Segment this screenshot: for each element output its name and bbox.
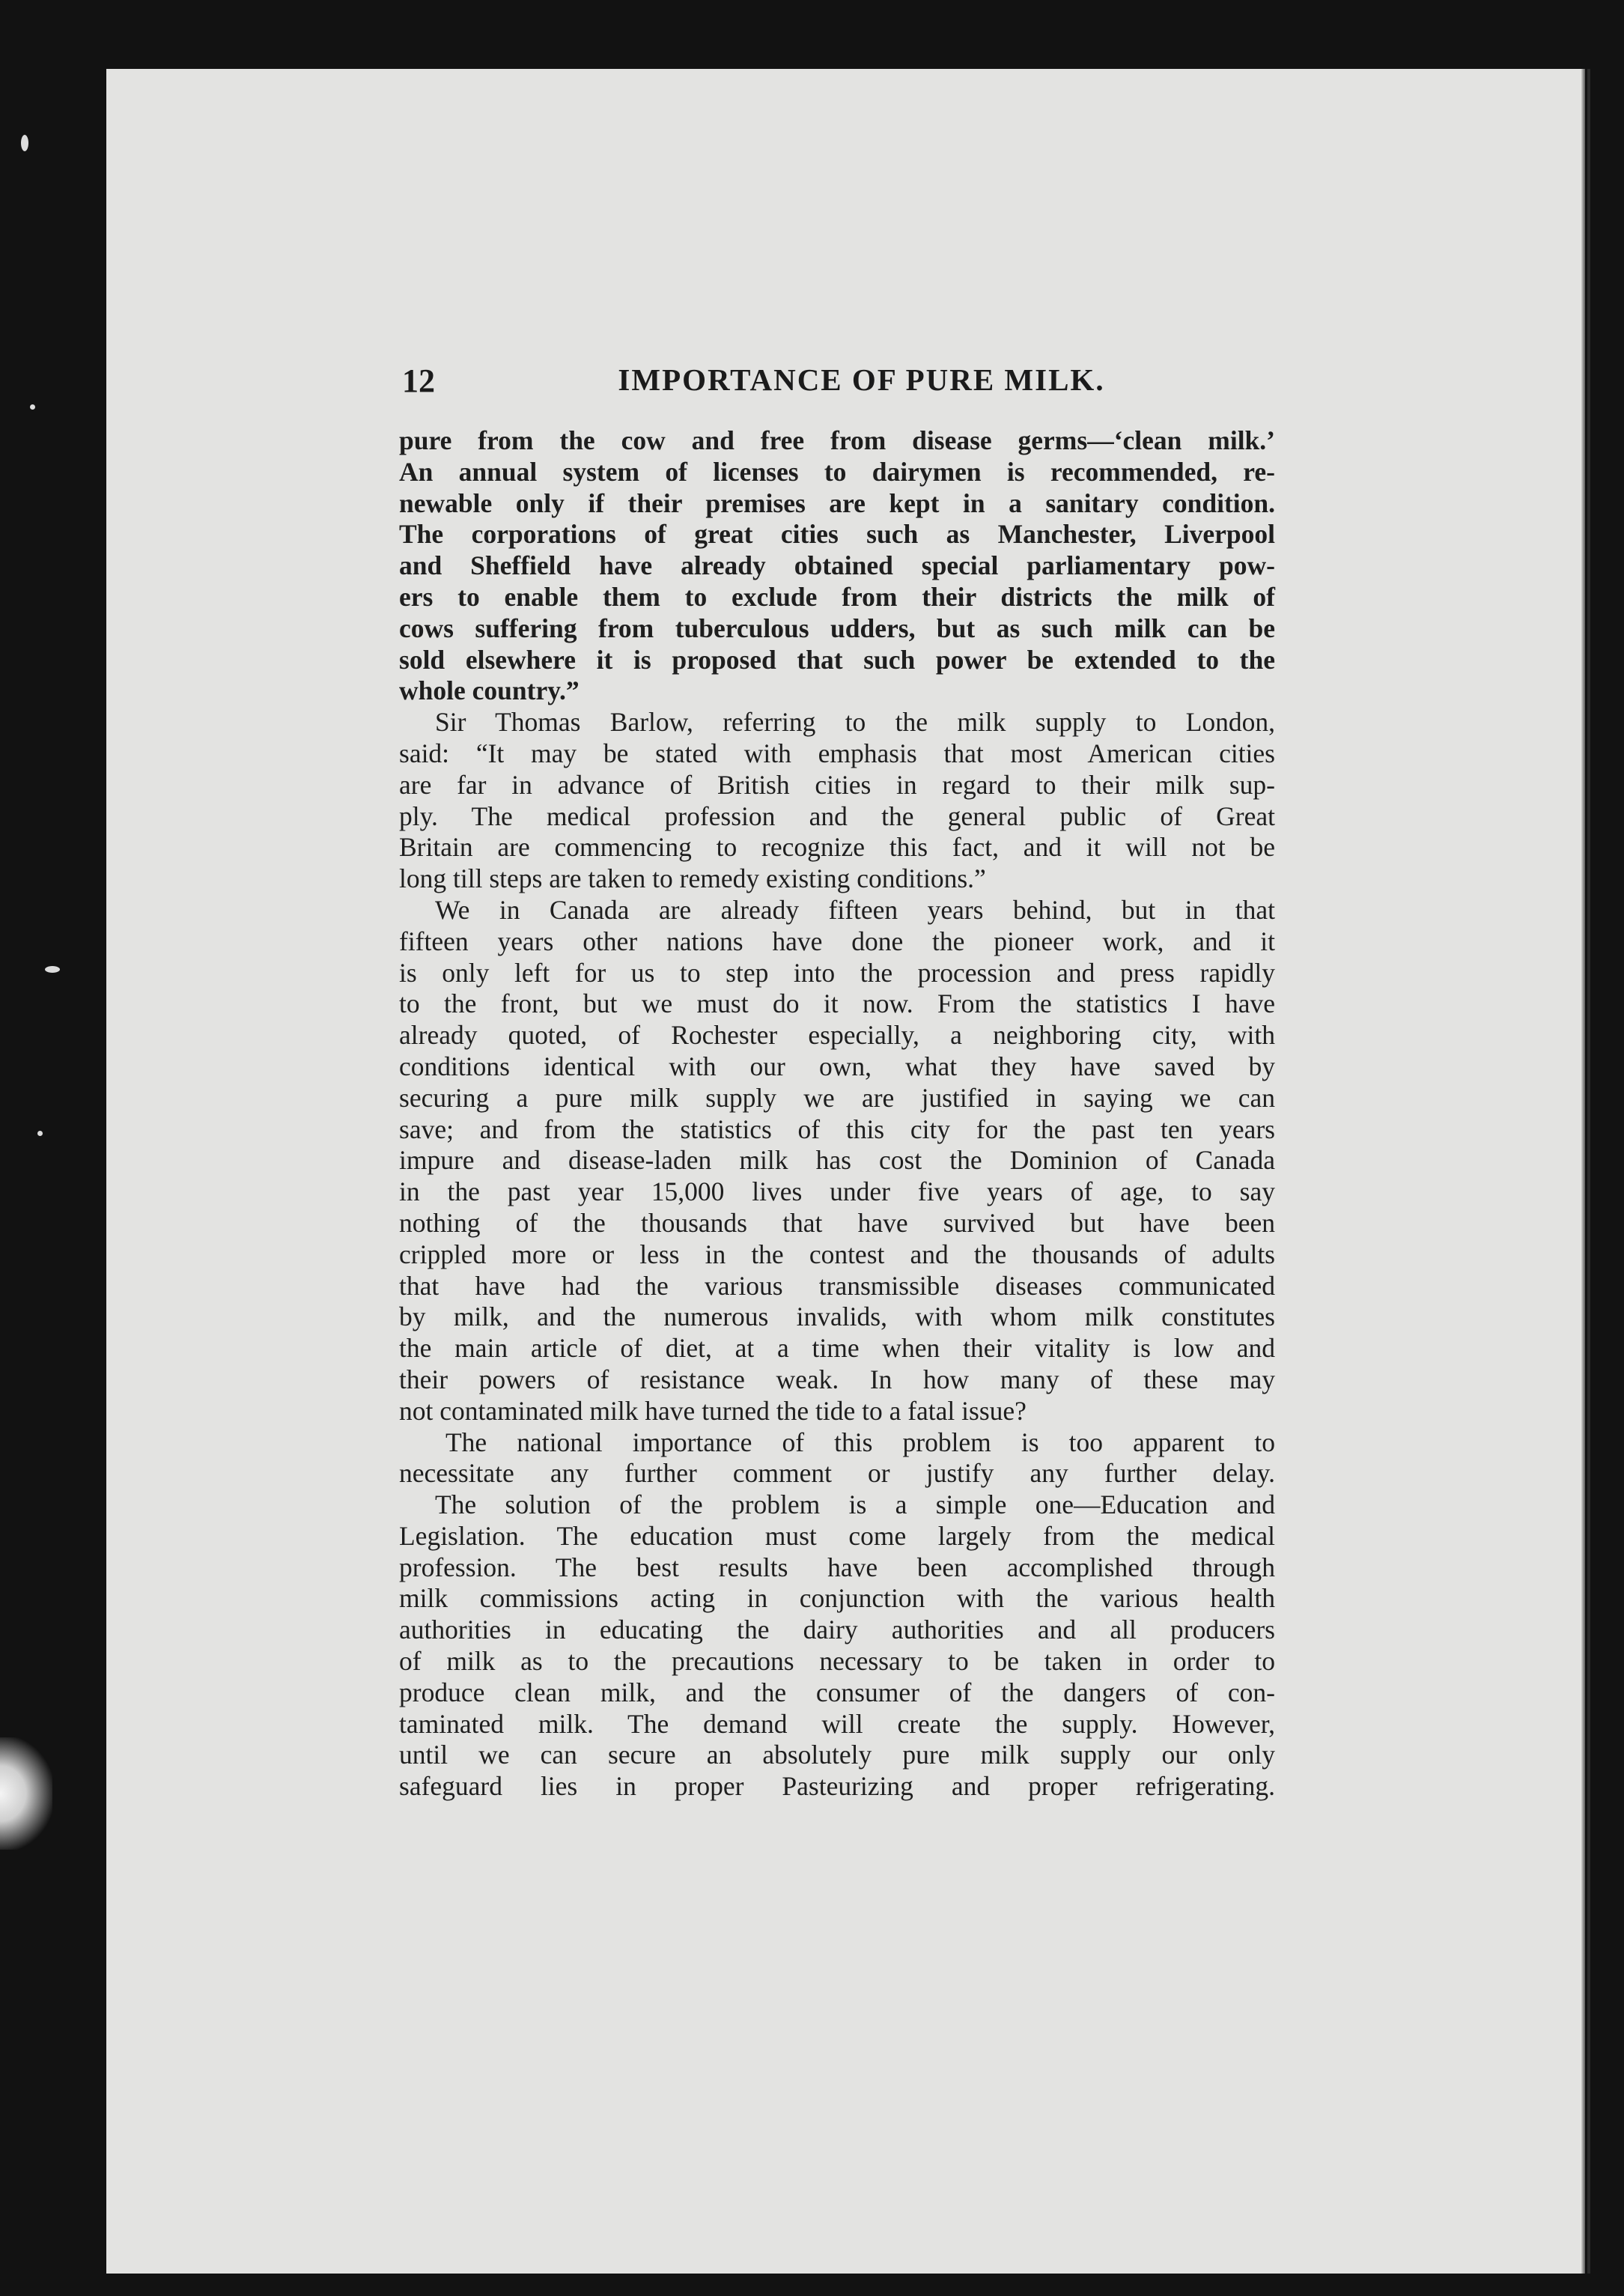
scan-speck: [37, 1131, 43, 1136]
scan-speck: [30, 404, 35, 410]
text-line: long till steps are taken to remedy existing conditions.”: [399, 863, 986, 894]
text-line: to the front, but we must do it now. From the statistics I have: [399, 988, 1275, 1019]
text-line: in the past year 15,000 lives under five years of age, to say: [399, 1176, 1275, 1207]
scan-glare: [0, 1737, 52, 1850]
text-line: by milk, and the numerous invalids, with whom milk constitutes: [399, 1302, 1275, 1332]
text-line: newable only if their premises are kept in a sanitary condition.: [399, 488, 1275, 518]
text-line: The national importance of this problem is too apparent to: [445, 1427, 1275, 1457]
text-line: safeguard lies in proper Pasteurizing and proper refrigerating.: [399, 1771, 1275, 1802]
text-line: are far in advance of British cities in regard to their milk sup-: [399, 769, 1275, 800]
scan-speck: [21, 135, 28, 151]
text-line: authorities in educating the dairy authorities and all producers: [399, 1615, 1275, 1645]
text-line: save; and from the statistics of this city for the past ten years: [399, 1114, 1275, 1144]
text-line: Sir Thomas Barlow, referring to the milk supply to London,: [435, 707, 1275, 738]
text-line: until we can secure an absolutely pure milk supply our only: [399, 1740, 1275, 1770]
text-line: pure from the cow and free from disease germs—‘clean milk.’: [399, 425, 1275, 455]
paragraph: [399, 425, 1275, 707]
text-line: Legislation. The education must come largely from the medical: [399, 1520, 1275, 1551]
text-line: Britain are commencing to recognize this fact, and it will not be: [399, 832, 1275, 863]
paragraph: [399, 707, 1275, 895]
scan-speck: [45, 966, 60, 973]
body-text: [399, 425, 1275, 1803]
text-line: produce clean milk, and the consumer of the dangers of con-: [399, 1677, 1275, 1707]
text-line: taminated milk. The demand will create the supply. However,: [399, 1708, 1275, 1739]
text-line: impure and disease-laden milk has cost the Dominion of Canada: [399, 1145, 1275, 1176]
text-line: necessitate any further comment or justify any further delay.: [399, 1458, 1275, 1489]
text-line: and Sheffield have already obtained special parliamentary pow-: [399, 550, 1275, 581]
text-line: nothing of the thousands that have survived but have been: [399, 1207, 1275, 1238]
text-line: fifteen years other nations have done the pioneer work, and it: [399, 926, 1275, 956]
text-line: said: “It may be stated with emphasis that most American cities: [399, 738, 1275, 768]
page-number: 12: [402, 362, 435, 399]
text-line: milk commissions acting in conjunction with the various health: [399, 1583, 1275, 1614]
paragraph: [399, 1489, 1275, 1803]
text-line: ers to enable them to exclude from their districts the milk of: [399, 581, 1275, 612]
paragraph: [399, 895, 1275, 1427]
text-line: that have had the various transmissible diseases communicated: [399, 1270, 1275, 1301]
text-line: crippled more or less in the contest and the thousands of adults: [399, 1239, 1275, 1269]
text-line: sold elsewhere it is proposed that such power be extended to the: [399, 644, 1275, 675]
text-line: The solution of the problem is a simple one—Education and: [435, 1489, 1275, 1520]
text-line: whole country.”: [399, 675, 580, 706]
text-line: The corporations of great cities such as Manchester, Liverpool: [399, 519, 1275, 550]
text-line: is only left for us to step into the procession and press rapidly: [399, 957, 1275, 988]
paragraph: [399, 1427, 1275, 1490]
page-header: [402, 362, 1276, 407]
text-line: already quoted, of Rochester especially, a neighboring city, with: [399, 1020, 1275, 1051]
text-line: securing a pure milk supply we are justified in saying we can: [399, 1082, 1275, 1113]
text-line: We in Canada are already fifteen years behind, but in that: [435, 894, 1275, 925]
text-line: not contaminated milk have turned the tide to a fatal issue?: [399, 1395, 1027, 1426]
text-line: profession. The best results have been accomplished through: [399, 1552, 1275, 1582]
text-line: An annual system of licenses to dairymen is recommended, re-: [399, 456, 1275, 487]
page-edge: [1581, 69, 1585, 2274]
text-line: the main article of diet, at a time when their vitality is low and: [399, 1333, 1275, 1364]
text-line: conditions identical with our own, what they have saved by: [399, 1051, 1275, 1081]
page-border-line: [1587, 69, 1590, 2274]
running-title: IMPORTANCE OF PURE MILK.: [618, 362, 1105, 397]
text-line: of milk as to the precautions necessary to be taken in order to: [399, 1646, 1275, 1677]
text-line: their powers of resistance weak. In how many of these may: [399, 1364, 1275, 1394]
text-line: ply. The medical profession and the general public of Great: [399, 801, 1275, 831]
text-line: cows suffering from tuberculous udders, but as such milk can be: [399, 613, 1275, 643]
